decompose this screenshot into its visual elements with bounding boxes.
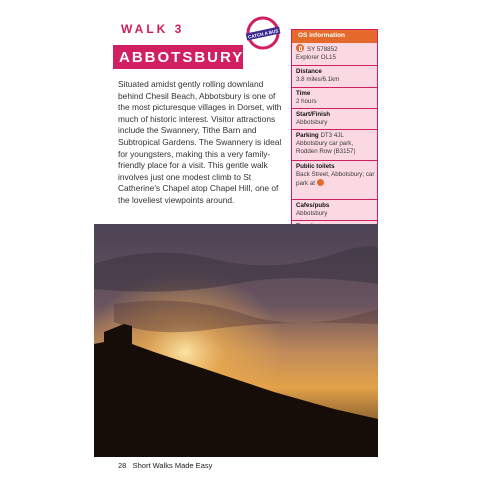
start-finish-section	[296, 111, 376, 127]
distance-label: Distance	[296, 68, 322, 75]
walk-title: ABBOTSBURY	[119, 49, 245, 66]
cafes-value: Abbotsbury	[296, 210, 328, 218]
os-grid-ref: SY 578852	[307, 46, 338, 53]
intro-paragraph: Situated amidst gently rolling downland behind Chesil Beach, Abbotsbury is one of the most picturesque villages in Dorset, with much of historic interest. Visitor attractions include the Swannery, Tithe Barn and Subtropical Gardens. The Swannery is ideal for youngsters, making this a very family-friendly place for a visit. This gentle walk involves just one modest climb to St Catherine's Chapel atop Chapel Hill, one of the loveliest viewpoints around.	[118, 79, 282, 205]
parking-postcode: DT3 4JL	[320, 132, 344, 139]
badge-text: CATCH A BUS	[247, 28, 279, 40]
toilets-section	[296, 163, 376, 189]
parking-label: Parking	[296, 132, 319, 139]
walk-number: WALK 3	[121, 22, 185, 36]
parking-section	[296, 132, 376, 157]
divider	[292, 108, 377, 109]
distance-value: 3.8 miles/6.1km	[296, 76, 340, 84]
divider	[292, 129, 377, 130]
time-label: Time	[296, 90, 311, 97]
os-map-name: Explorer OL15	[296, 54, 336, 62]
start-finish-value: Abbotsbury	[296, 119, 328, 127]
cafes-label: Cafes/pubs	[296, 202, 330, 209]
divider	[292, 160, 377, 161]
parking-value: Abbotsbury car park, Rodden Row (B3157)	[296, 140, 356, 156]
sunset-photo	[94, 224, 378, 457]
toilets-label: Public toilets	[296, 163, 335, 170]
divider	[292, 65, 377, 66]
start-finish-label: Start/Finish	[296, 111, 331, 118]
walk-title-bar	[113, 45, 243, 69]
page-footer	[118, 461, 212, 470]
sidebar-heading	[292, 30, 377, 43]
divider	[292, 87, 377, 88]
sidebar-heading-text: OS information	[298, 32, 345, 39]
catch-a-bus-badge	[244, 14, 282, 52]
toilets-value: Back Street, Abbotsbury; car park at	[296, 171, 375, 188]
page-number: 28	[118, 461, 127, 470]
toilet-icon	[317, 179, 324, 186]
divider	[292, 199, 377, 200]
cafes-section	[296, 202, 376, 218]
time-section	[296, 90, 376, 106]
time-value: 2 hours	[296, 98, 317, 106]
divider	[292, 220, 377, 221]
os-section	[296, 44, 376, 62]
book-title: Short Walks Made Easy	[132, 461, 213, 470]
distance-section	[296, 68, 376, 84]
os-map-icon	[296, 44, 304, 52]
